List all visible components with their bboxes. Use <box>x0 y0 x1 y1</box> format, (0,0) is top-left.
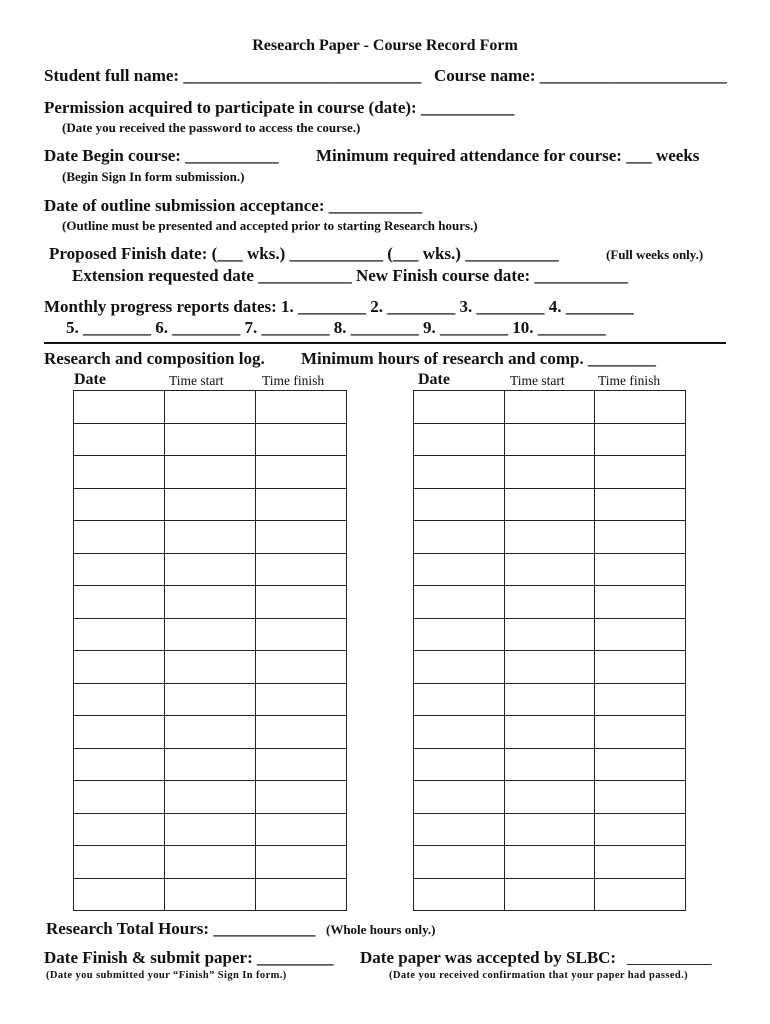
progress-dates-line2[interactable]: 5. ________ 6. ________ 7. ________ 8. ________ 9. ________ 10. ________ <box>66 318 606 337</box>
finish-submit-field[interactable]: Date Finish & submit paper: _________ <box>44 948 334 967</box>
log-cell-date[interactable] <box>74 878 165 911</box>
log-cell-start[interactable] <box>165 618 256 651</box>
table-row <box>74 878 347 911</box>
table-row <box>414 618 686 651</box>
log-table-left <box>73 390 347 911</box>
table-row <box>74 651 347 684</box>
log-cell-start[interactable] <box>165 423 256 456</box>
table-row <box>74 488 347 521</box>
course-name-field[interactable]: Course name: ______________________ <box>434 66 727 85</box>
table-row <box>74 423 347 456</box>
log-cell-date[interactable] <box>414 846 505 879</box>
table-row <box>74 716 347 749</box>
accepted-note: (Date you received confirmation that your paper had passed.) <box>389 970 689 981</box>
table-row <box>74 456 347 489</box>
log-cell-date[interactable] <box>74 521 165 554</box>
log-cell-date[interactable] <box>414 391 505 424</box>
log-cell-finish[interactable] <box>595 618 686 651</box>
table-row <box>414 651 686 684</box>
log-cell-start[interactable] <box>165 553 256 586</box>
right-col-start: Time start <box>510 373 565 388</box>
log-cell-date[interactable] <box>414 618 505 651</box>
table-row <box>414 423 686 456</box>
log-cell-start[interactable] <box>165 683 256 716</box>
log-cell-start[interactable] <box>504 781 595 814</box>
log-cell-date[interactable] <box>74 618 165 651</box>
left-col-finish: Time finish <box>262 373 325 388</box>
log-cell-date[interactable] <box>414 716 505 749</box>
log-cell-start[interactable] <box>504 813 595 846</box>
log-cell-start[interactable] <box>165 488 256 521</box>
right-col-finish: Time finish <box>598 373 661 388</box>
log-cell-date[interactable] <box>414 683 505 716</box>
log-cell-finish[interactable] <box>595 683 686 716</box>
log-cell-start[interactable] <box>165 521 256 554</box>
log-cell-start[interactable] <box>504 521 595 554</box>
log-cell-start[interactable] <box>504 683 595 716</box>
log-cell-date[interactable] <box>74 651 165 684</box>
log-cell-start[interactable] <box>165 846 256 879</box>
log-cell-finish[interactable] <box>595 553 686 586</box>
table-row <box>414 716 686 749</box>
table-row <box>74 846 347 879</box>
proposed-finish-note: (Full weeks only.) <box>606 247 704 262</box>
form-title: Research Paper - Course Record Form <box>252 37 518 54</box>
log-cell-date[interactable] <box>74 846 165 879</box>
log-cell-finish[interactable] <box>256 521 347 554</box>
log-cell-finish[interactable] <box>595 716 686 749</box>
log-cell-date[interactable] <box>74 423 165 456</box>
log-cell-start[interactable] <box>504 553 595 586</box>
table-row <box>74 683 347 716</box>
right-col-date: Date <box>418 371 450 388</box>
log-cell-date[interactable] <box>414 813 505 846</box>
table-row <box>74 553 347 586</box>
table-row <box>74 618 347 651</box>
log-cell-start[interactable] <box>504 618 595 651</box>
begin-note: (Begin Sign In form submission.) <box>62 169 245 184</box>
log-heading: Research and composition log. <box>44 349 265 368</box>
log-cell-finish[interactable] <box>256 553 347 586</box>
permission-date-field[interactable]: Permission acquired to participate in course (date): ___________ <box>44 98 515 117</box>
log-cell-date[interactable] <box>74 456 165 489</box>
log-cell-finish[interactable] <box>256 878 347 911</box>
log-cell-date[interactable] <box>414 456 505 489</box>
log-cell-start[interactable] <box>165 878 256 911</box>
table-row <box>414 586 686 619</box>
log-cell-finish[interactable] <box>595 488 686 521</box>
log-cell-finish[interactable] <box>256 488 347 521</box>
table-row <box>414 683 686 716</box>
log-cell-finish[interactable] <box>595 781 686 814</box>
log-cell-date[interactable] <box>74 716 165 749</box>
log-cell-finish[interactable] <box>595 651 686 684</box>
section-divider <box>44 342 726 344</box>
log-cell-start[interactable] <box>504 456 595 489</box>
log-cell-start[interactable] <box>165 586 256 619</box>
log-cell-start[interactable] <box>504 423 595 456</box>
log-cell-date[interactable] <box>414 781 505 814</box>
log-cell-finish[interactable] <box>595 748 686 781</box>
table-row <box>414 553 686 586</box>
log-cell-finish[interactable] <box>256 423 347 456</box>
permission-note: (Date you received the password to access the course.) <box>62 120 361 135</box>
accepted-date-label: Date paper was accepted by SLBC: <box>360 948 617 967</box>
log-cell-start[interactable] <box>165 456 256 489</box>
log-cell-finish[interactable] <box>256 586 347 619</box>
accepted-date-field[interactable]: _____________ <box>627 951 712 966</box>
log-cell-finish[interactable] <box>256 618 347 651</box>
log-cell-date[interactable] <box>74 586 165 619</box>
log-cell-start[interactable] <box>165 651 256 684</box>
log-cell-start[interactable] <box>504 488 595 521</box>
table-row <box>414 781 686 814</box>
log-cell-start[interactable] <box>504 716 595 749</box>
log-cell-finish[interactable] <box>256 813 347 846</box>
student-name-field[interactable]: Student full name: ____________________________ <box>44 66 422 85</box>
outline-note: (Outline must be presented and accepted prior to starting Research hours.) <box>62 218 478 233</box>
outline-date-field[interactable]: Date of outline submission acceptance: ___________ <box>44 196 423 215</box>
log-cell-date[interactable] <box>414 488 505 521</box>
log-cell-date[interactable] <box>74 488 165 521</box>
log-cell-finish[interactable] <box>256 748 347 781</box>
log-cell-date[interactable] <box>414 586 505 619</box>
log-cell-start[interactable] <box>504 878 595 911</box>
table-row <box>414 878 686 911</box>
progress-dates-line1[interactable]: Monthly progress reports dates: 1. ________ 2. ________ 3. ________ 4. ________ <box>44 297 634 316</box>
log-cell-date[interactable] <box>74 391 165 424</box>
finish-submit-note: (Date you submitted your “Finish” Sign In form.) <box>46 970 287 981</box>
table-row <box>74 391 347 424</box>
log-cell-finish[interactable] <box>256 651 347 684</box>
log-cell-finish[interactable] <box>256 456 347 489</box>
log-cell-finish[interactable] <box>256 781 347 814</box>
log-cell-date[interactable] <box>414 423 505 456</box>
log-cell-date[interactable] <box>414 878 505 911</box>
log-cell-finish[interactable] <box>595 846 686 879</box>
log-cell-finish[interactable] <box>595 586 686 619</box>
log-cell-finish[interactable] <box>595 391 686 424</box>
table-row <box>74 521 347 554</box>
log-table-right <box>413 390 686 911</box>
log-cell-date[interactable] <box>414 521 505 554</box>
table-row <box>414 521 686 554</box>
table-row <box>414 488 686 521</box>
table-row <box>414 846 686 879</box>
left-col-date: Date <box>74 371 106 388</box>
table-row <box>74 813 347 846</box>
log-cell-start[interactable] <box>165 781 256 814</box>
log-cell-start[interactable] <box>165 748 256 781</box>
left-col-start: Time start <box>169 373 224 388</box>
log-cell-date[interactable] <box>414 553 505 586</box>
log-cell-date[interactable] <box>74 683 165 716</box>
table-row <box>74 748 347 781</box>
log-cell-date[interactable] <box>74 813 165 846</box>
total-hours-note: (Whole hours only.) <box>326 922 436 937</box>
begin-date-field[interactable]: Date Begin course: ___________ <box>44 146 279 165</box>
log-cell-date[interactable] <box>74 748 165 781</box>
log-cell-start[interactable] <box>165 391 256 424</box>
attendance-field[interactable]: Minimum required attendance for course: ___ weeks <box>316 146 700 165</box>
table-row <box>414 391 686 424</box>
log-cell-finish[interactable] <box>256 846 347 879</box>
log-cell-start[interactable] <box>504 651 595 684</box>
total-hours-field[interactable]: Research Total Hours: ____________ <box>46 919 316 938</box>
log-cell-finish[interactable] <box>256 683 347 716</box>
log-cell-date[interactable] <box>414 748 505 781</box>
table-row <box>74 586 347 619</box>
minimum-hours-field[interactable]: Minimum hours of research and comp. ________ <box>301 349 656 368</box>
log-cell-finish[interactable] <box>595 813 686 846</box>
log-cell-finish[interactable] <box>256 716 347 749</box>
log-cell-start[interactable] <box>504 586 595 619</box>
table-row <box>414 813 686 846</box>
log-cell-finish[interactable] <box>256 391 347 424</box>
table-row <box>414 456 686 489</box>
log-cell-start[interactable] <box>504 846 595 879</box>
log-cell-date[interactable] <box>414 651 505 684</box>
log-cell-finish[interactable] <box>595 423 686 456</box>
log-cell-date[interactable] <box>74 781 165 814</box>
proposed-finish-field[interactable]: Proposed Finish date: (___ wks.) ___________ (___ wks.) ___________ <box>49 244 559 263</box>
table-row <box>414 748 686 781</box>
log-cell-start[interactable] <box>165 716 256 749</box>
log-cell-finish[interactable] <box>595 878 686 911</box>
extension-field[interactable]: Extension requested date ___________ New Finish course date: ___________ <box>72 266 628 285</box>
log-cell-finish[interactable] <box>595 521 686 554</box>
log-cell-start[interactable] <box>504 391 595 424</box>
log-cell-start[interactable] <box>504 748 595 781</box>
log-cell-date[interactable] <box>74 553 165 586</box>
log-cell-start[interactable] <box>165 813 256 846</box>
log-cell-finish[interactable] <box>595 456 686 489</box>
table-row <box>74 781 347 814</box>
